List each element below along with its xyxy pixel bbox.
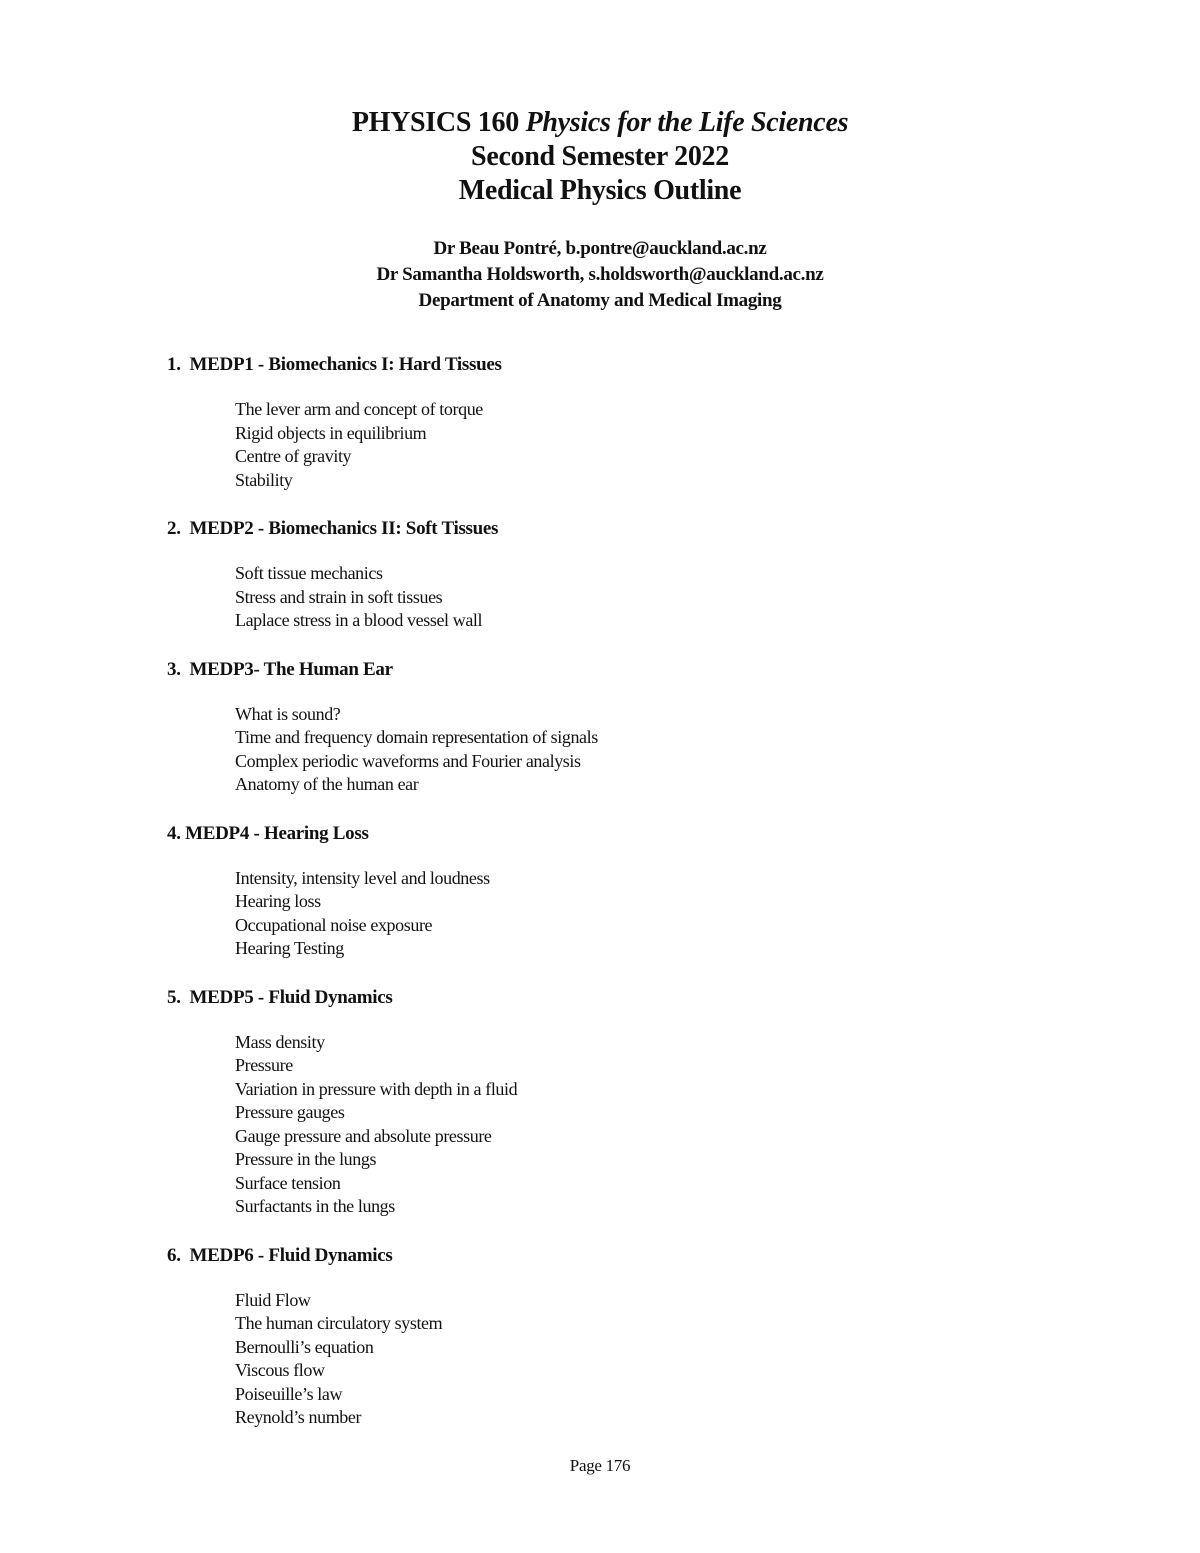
topic-item: Surface tension xyxy=(235,1172,341,1193)
topic-item: Laplace stress in a blood vessel wall xyxy=(235,610,483,630)
author-block xyxy=(0,236,1200,314)
topic-item: Viscous flow xyxy=(235,1360,325,1380)
semester-title: Second Semester 2022 xyxy=(471,141,729,172)
topic-item: Hearing loss xyxy=(235,891,321,911)
section-heading: 4. MEDP4 - Hearing Loss xyxy=(167,822,369,844)
topic-item: Gauge pressure and absolute pressure xyxy=(235,1125,492,1146)
topic-item: Pressure in the lungs xyxy=(235,1149,377,1169)
topic-item: Surfactants in the lungs xyxy=(235,1196,395,1216)
course-name: Physics for the Life Sciences xyxy=(525,107,849,138)
author-line: Dr Samantha Holdsworth, s.holdsworth@auckland.ac.nz xyxy=(376,264,824,285)
topic-list xyxy=(167,1031,1067,1219)
section-heading: 2. MEDP2 - Biomechanics II: Soft Tissues xyxy=(167,518,499,539)
topic-item: Bernoulli’s equation xyxy=(235,1336,374,1357)
topic-item: Occupational noise exposure xyxy=(235,914,433,935)
page-number: Page 176 xyxy=(569,1456,631,1475)
author-line: Dr Beau Pontré, b.pontre@auckland.ac.nz xyxy=(433,238,767,259)
topic-item: Intensity, intensity level and loudness xyxy=(235,867,490,888)
topic-item: Complex periodic waveforms and Fourier analysis xyxy=(235,750,581,771)
topic-item: Variation in pressure with depth in a fluid xyxy=(235,1078,518,1099)
topic-list xyxy=(167,703,1067,797)
section-heading: 5. MEDP5 - Fluid Dynamics xyxy=(167,986,393,1008)
outline-section xyxy=(167,352,1067,492)
outline-section xyxy=(167,821,1067,961)
topic-item: Stability xyxy=(235,469,293,490)
outline-section xyxy=(167,985,1067,1219)
topic-item: Soft tissue mechanics xyxy=(235,563,383,583)
topic-item: What is sound? xyxy=(235,703,341,724)
topic-item: Centre of gravity xyxy=(235,446,352,466)
topic-list xyxy=(167,562,1067,633)
topic-item: The human circulatory system xyxy=(235,1313,443,1333)
course-code: PHYSICS 160 xyxy=(351,107,526,138)
course-title xyxy=(0,106,1200,140)
topic-item: Mass density xyxy=(235,1031,325,1052)
section-list xyxy=(167,352,1067,1454)
topic-list xyxy=(167,398,1067,492)
document-header xyxy=(0,106,1200,314)
topic-item: Pressure xyxy=(235,1055,293,1075)
topic-item: Reynold’s number xyxy=(235,1407,362,1427)
section-heading: 1. MEDP1 - Biomechanics I: Hard Tissues xyxy=(167,354,502,375)
topic-item: Rigid objects in equilibrium xyxy=(235,422,427,443)
topic-list xyxy=(167,1289,1067,1430)
topic-item: Hearing Testing xyxy=(235,938,344,958)
department-line: Department of Anatomy and Medical Imaging xyxy=(418,290,782,311)
topic-item: Fluid Flow xyxy=(235,1289,311,1310)
topic-item: Time and frequency domain representation of signals xyxy=(235,727,598,747)
topic-list xyxy=(167,867,1067,961)
outline-section xyxy=(167,657,1067,797)
topic-item: Poiseuille’s law xyxy=(235,1383,343,1404)
section-heading: 3. MEDP3- The Human Ear xyxy=(167,658,393,680)
outline-title: Medical Physics Outline xyxy=(458,175,742,206)
section-heading: 6. MEDP6 - Fluid Dynamics xyxy=(167,1244,393,1266)
topic-item: The lever arm and concept of torque xyxy=(235,399,483,419)
topic-item: Anatomy of the human ear xyxy=(235,774,419,794)
outline-section xyxy=(167,1243,1067,1430)
topic-item: Pressure gauges xyxy=(235,1102,345,1122)
outline-section xyxy=(167,516,1067,633)
topic-item: Stress and strain in soft tissues xyxy=(235,586,443,607)
